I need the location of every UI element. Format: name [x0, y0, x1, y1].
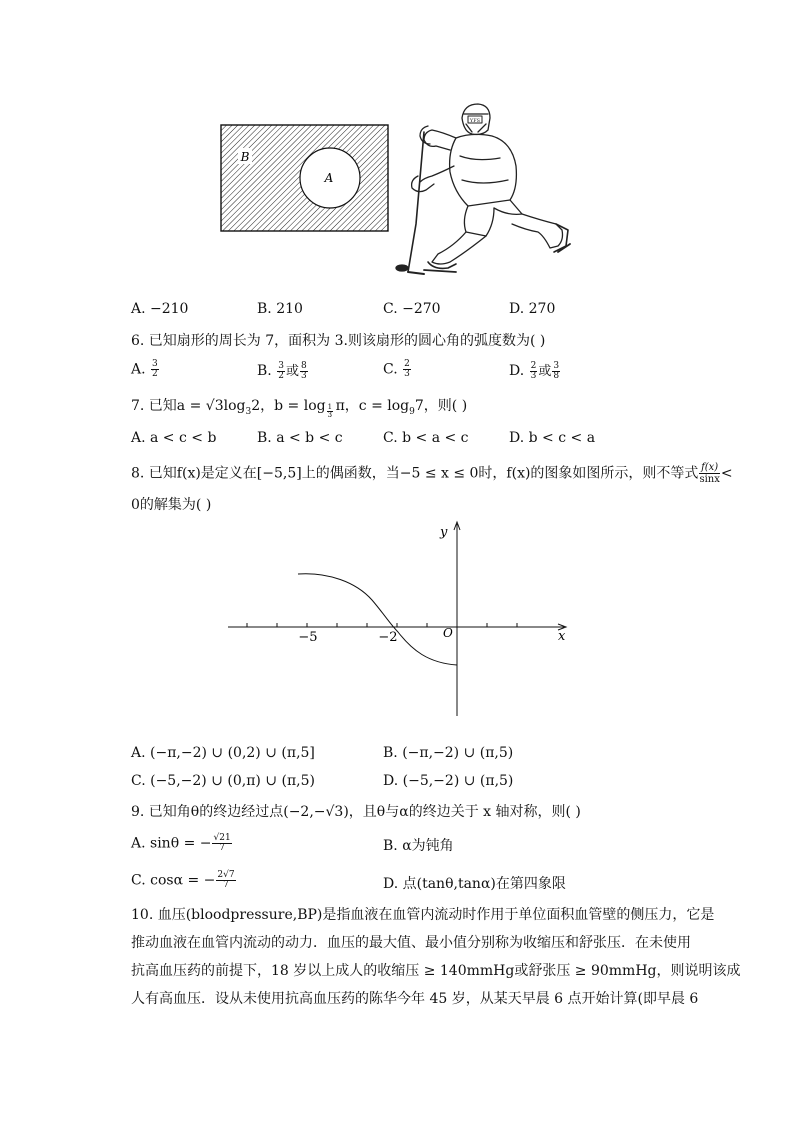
q9-option-c: C. cosα = − $\frac{2√7}{7}$ [131, 870, 235, 890]
q8-option-a: A. (−π,−2) ∪ (0,2) ∪ (π,5] [131, 745, 315, 761]
q6-d-fraction-1: $\frac{2}{3}$ [530, 360, 537, 381]
q8-stem-line1: 8. 已知f(x)是定义在[−5,5]上的偶函数，当−5 ≤ x ≤ 0时，f(x)的图象如图所示，则不等式 $\frac{f(x)}{\sin x}$ < [131, 462, 733, 485]
q8-option-c: C. (−5,−2) ∪ (0,π) ∪ (π,5) [131, 773, 315, 789]
q6-b-fraction-2: $\frac{8}{3}$ [300, 360, 307, 381]
tick-label-neg5: −5 [298, 630, 318, 645]
q6-option-d: D. $\frac{2}{3}$ 或 $\frac{3}{8}$ [509, 360, 560, 381]
q7-stem: 7. 已知$a = √3\log_32$，b = log $\frac{1}{3}$ π，$c = \log_97$，则( ) [131, 398, 468, 419]
q10-line-4: 人有高血压．设从未使用抗高血压药的陈华今年 45 岁，从某天早晨 6 点开始计算(即早晨 6 [131, 991, 699, 1007]
q8-inequality-fraction: $\frac{f(x)}{\sin x}$ [699, 462, 720, 485]
venn-label-b: B [240, 150, 250, 164]
q6-stem: 6. 已知扇形的周长为 7，面积为 3.则该扇形的圆心角的弧度数为( ) [131, 333, 546, 349]
venn-diagram [218, 122, 392, 234]
q9-stem: 9. 已知角θ的终边经过点(−2,−√3)，且θ与α的终边关于 x 轴对称，则( ) [131, 804, 581, 820]
q10-line-1: 10. 血压(bloodpressure,BP)是指血液在血管内流动时作用于单位面积血管壁的侧压力，它是 [131, 907, 715, 923]
q6-option-c: C. $\frac{2}{3}$ [383, 359, 410, 379]
y-axis-label: y [440, 525, 448, 540]
q7-option-a: A. a < c < b [131, 430, 217, 446]
q6-b-fraction-1: $\frac{3}{2}$ [278, 360, 284, 381]
q7-option-c: C. b < a < c [383, 430, 469, 446]
q6-option-a: A. $\frac{3}{2}$ [131, 359, 158, 379]
tick-label-neg2: −2 [378, 630, 398, 645]
q9-option-b: B. α为钝角 [383, 838, 454, 854]
q9-a-fraction: $\frac{√21}{7}$ [213, 833, 231, 853]
x-axis-label: x [558, 629, 566, 644]
q8-option-b: B. (−π,−2) ∪ (π,5) [383, 745, 514, 761]
hockey-player-illustration [390, 96, 576, 276]
q9-option-a: A. sinθ = − $\frac{√21}{7}$ [131, 833, 231, 853]
q5-option-b: B. 210 [257, 301, 303, 317]
q7-log-base-fraction: $\frac{1}{3}$ [327, 403, 333, 419]
q6-option-b: B. $\frac{3}{2}$ 或 $\frac{8}{3}$ [257, 360, 307, 381]
q10-line-2: 推动血液在血管内流动的动力．血压的最大值、最小值分别称为收缩压和舒张压．在未使用 [131, 935, 691, 951]
function-curve [298, 574, 457, 665]
x-axis-ticks [247, 623, 517, 627]
q5-option-c: C. −270 [383, 301, 441, 317]
q6-a-fraction: $\frac{3}{2}$ [152, 359, 158, 379]
q10-line-3: 抗高血压药的前提下，18 岁以上成人的收缩压 ≥ 140mmHg或舒张压 ≥ 90mmHg，则说明该成 [131, 963, 741, 979]
q6-d-fraction-2: $\frac{3}{8}$ [553, 360, 560, 381]
venn-label-a: A [324, 171, 334, 185]
origin-label: O [443, 626, 453, 640]
q9-option-d: D. 点(tanθ,tanα)在第四象限 [383, 876, 566, 892]
q8-stem-line2: 0的解集为( ) [131, 497, 212, 513]
q8-option-d: D. (−5,−2) ∪ (π,5) [383, 773, 514, 789]
q6-c-fraction: $\frac{2}{3}$ [404, 359, 410, 379]
q7-option-b: B. a < b < c [257, 430, 343, 446]
q7-option-d: D. b < c < a [509, 430, 596, 446]
helmet-text: YFS [469, 118, 481, 124]
q5-option-a: A. −210 [131, 301, 189, 317]
q5-option-d: D. 270 [509, 301, 556, 317]
q9-c-fraction: $\frac{2√7}{7}$ [217, 870, 235, 890]
q8-function-graph [224, 520, 574, 720]
